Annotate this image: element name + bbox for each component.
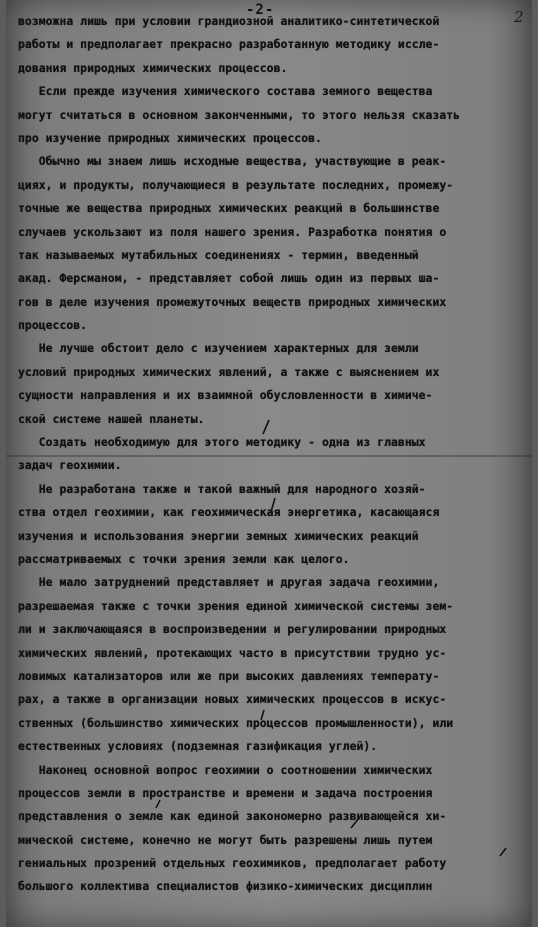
text-line: работы и предполагает прекрасно разработанную методику иссле-: [18, 37, 440, 52]
text-line: процессов земли в пространстве и времени и задача построения: [18, 785, 433, 800]
handwritten-tick-mark: [500, 848, 506, 856]
text-line: естественных условиях (подземная газификация углей).: [18, 739, 378, 754]
text-line: Не мало затруднений представляет и другая задача геохимии,: [18, 575, 440, 590]
text-line: ства отдел геохимии, как геохимическая энергетика, касающаяся: [18, 505, 440, 520]
text-line: Наконец основной вопрос геохимии о соотношении химических: [18, 762, 433, 777]
handwritten-tick-mark: [351, 818, 359, 828]
document-page: [6, 0, 532, 927]
text-line: про изучение природных химических процессов.: [18, 130, 322, 145]
text-line: Не лучше обстоит дело с изучением характерных для земли: [18, 341, 419, 356]
text-line: изучения и использования энергии земных химических реакций: [18, 528, 419, 543]
text-line: мической системе, конечно не могут быть разрешены лишь путем: [18, 832, 433, 847]
text-line: химических явлений, протекающих часто в присутствии трудно ус-: [18, 645, 447, 660]
text-line: гов в деле изучения промежуточных веществ природных химических: [18, 294, 447, 309]
text-line: ственных (большинство химических процессов промышленности), или: [18, 715, 454, 730]
text-line: ской системе нашей планеты.: [18, 411, 205, 426]
text-line: могут считаться в основном законченными, то этого нельзя сказать: [18, 107, 461, 122]
handwritten-tick-mark: [271, 498, 275, 512]
text-line: задач геохимии.: [18, 458, 122, 473]
text-line: Создать необходимую для этого методику - одна из главных: [18, 435, 426, 450]
text-line: ли и заключающаяся в воспроизведении и регулировании природных: [18, 622, 447, 637]
text-line: процессов.: [18, 318, 88, 333]
text-line: так называемых мутабильных соединениях - термин, введенный: [18, 247, 419, 262]
text-line: циях, и продукты, получающиеся в результате последних, промежу-: [18, 177, 454, 192]
text-line: Обычно мы знаем лишь исходные вещества, участвующие в реак-: [18, 154, 447, 169]
text-line: точные же вещества природных химических реакций в большинстве: [18, 201, 440, 216]
text-line: условий природных химических явлений, а также с выяснением их: [18, 364, 440, 379]
text-line: сущности направления и их взаимной обусловленности в химиче-: [18, 388, 433, 403]
text-line: Если прежде изучения химического состава земного вещества: [18, 84, 433, 99]
text-line: возможна лишь при условии грандиозной аналитико-синтетической: [18, 14, 440, 28]
handwritten-tick-mark: [263, 420, 269, 434]
text-line: гениальных прозрений отдельных геохимиков, предполагает работу: [18, 856, 447, 871]
text-line: рассматриваемых с точки зрения земли как целого.: [18, 551, 350, 566]
text-line: представления о земле как единой закономерно развивающейся хи-: [18, 809, 447, 824]
page-number: -2-: [246, 2, 275, 18]
text-line: Не разработана также и такой важный для народного хозяй-: [18, 481, 426, 496]
text-line: акад. Ферсманом, - представляет собой лишь один из первых ша-: [18, 271, 440, 286]
text-line: случаев ускользают из поля нашего зрения. Разработка понятия о: [18, 224, 447, 239]
text-line: разрешаемая также с точки зрения единой химической системы зем-: [18, 598, 454, 613]
text-line: дования природных химических процессов.: [18, 60, 288, 75]
text-line: большого коллектива специалистов физико-химических дисциплин: [18, 879, 433, 894]
text-line: рах, а также в организации новых химических процессов в искус-: [18, 692, 447, 707]
text-line: ловимых катализаторов или же при высоких давлениях температу-: [18, 668, 440, 683]
handwritten-corner-mark: 2: [514, 8, 524, 26]
handwritten-marks: [6, 0, 532, 927]
handwritten-tick-mark: [156, 800, 160, 808]
handwritten-tick-mark: [261, 710, 264, 720]
